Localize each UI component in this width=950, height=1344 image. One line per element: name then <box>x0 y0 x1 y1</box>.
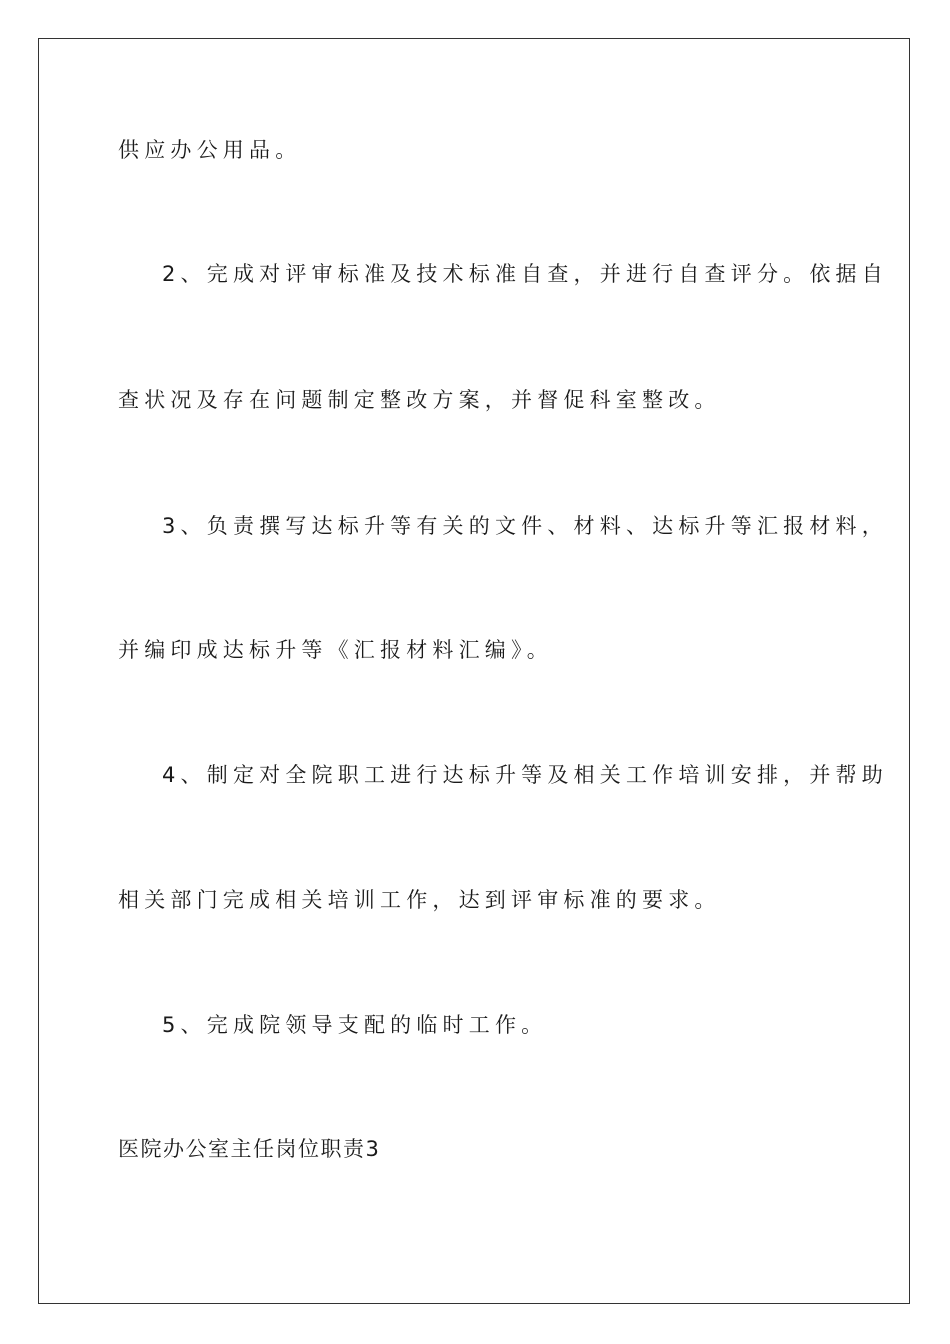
page-border <box>38 38 910 1304</box>
paragraph-line-1: 供应办公用品。 <box>118 138 302 162</box>
section-heading: 医院办公室主任岗位职责3 <box>118 1137 381 1161</box>
paragraph-line-6: 4、制定对全院职工进行达标升等及相关工作培训安排，并帮助 <box>162 763 888 787</box>
paragraph-line-5: 并编印成达标升等《汇报材料汇编》。 <box>118 638 553 662</box>
paragraph-line-3: 查状况及存在问题制定整改方案，并督促科室整改。 <box>118 388 721 412</box>
paragraph-line-7: 相关部门完成相关培训工作，达到评审标准的要求。 <box>118 888 721 912</box>
paragraph-line-8: 5、完成院领导支配的临时工作。 <box>162 1013 548 1037</box>
paragraph-line-4: 3、负责撰写达标升等有关的文件、材料、达标升等汇报材料， <box>162 514 888 538</box>
paragraph-line-2: 2、完成对评审标准及技术标准自查，并进行自查评分。依据自 <box>162 262 888 286</box>
